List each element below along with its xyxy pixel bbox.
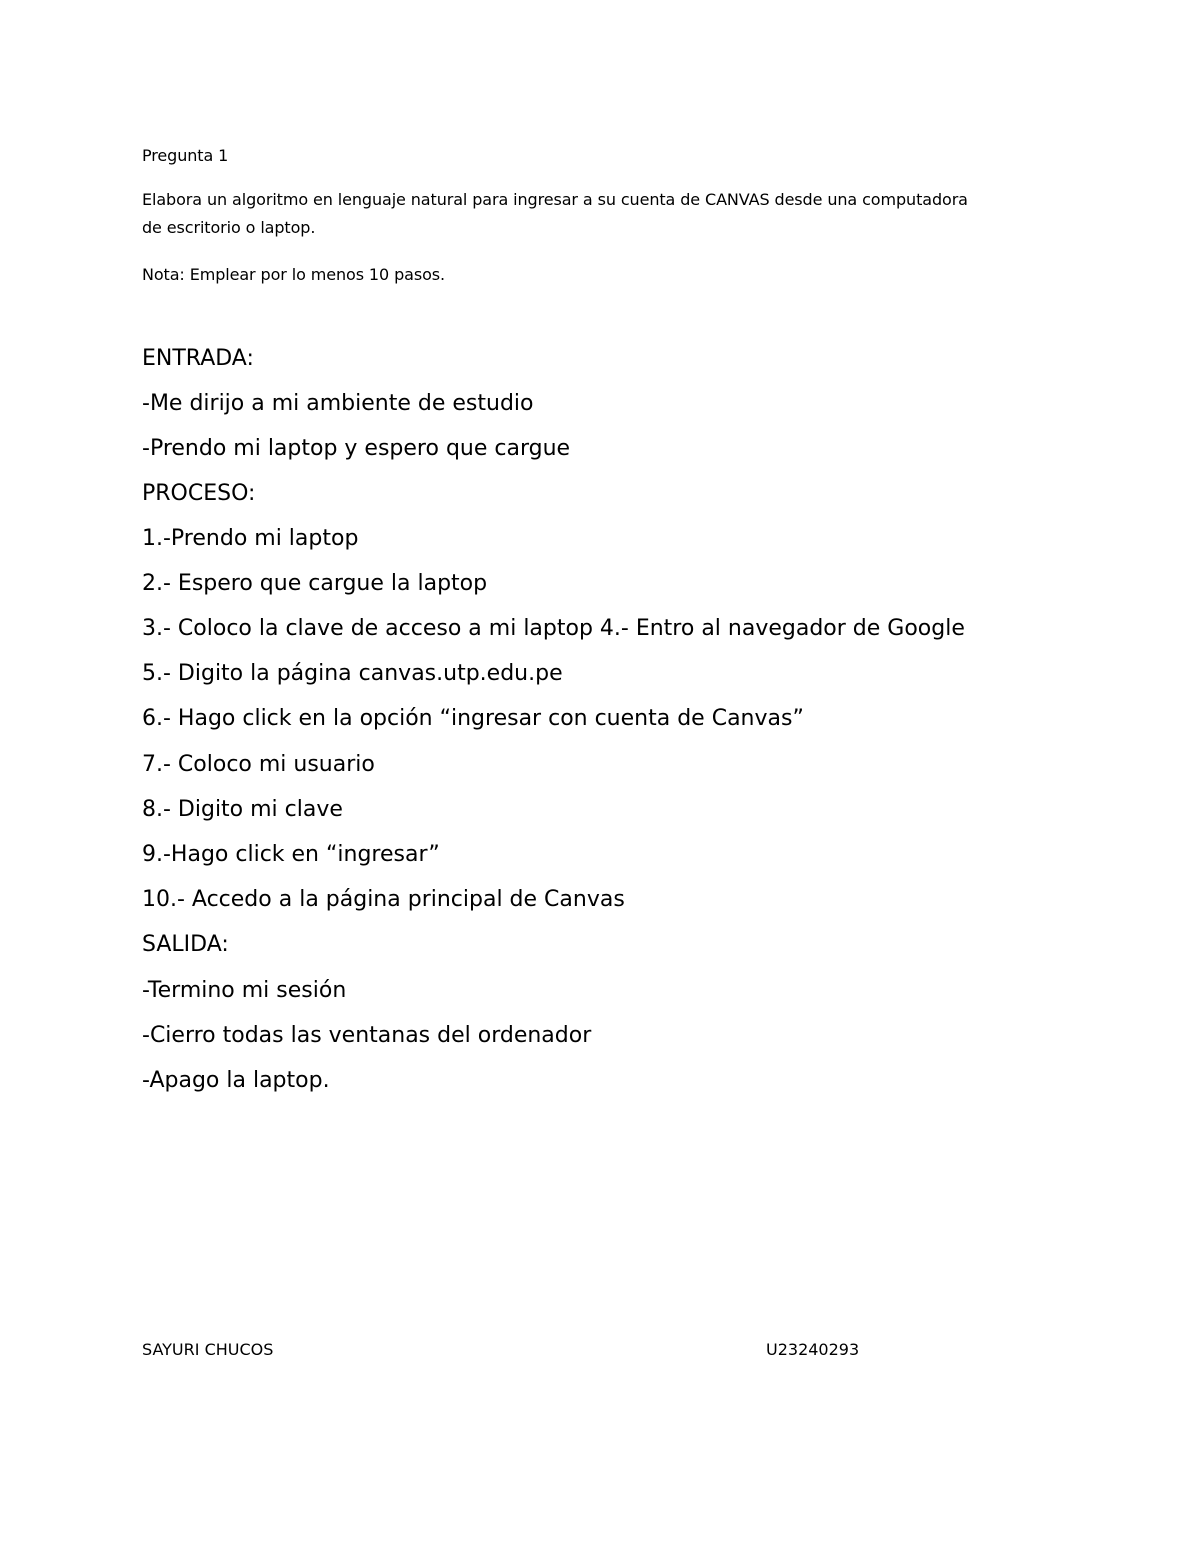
entrada-item: -Me dirijo a mi ambiente de estudio [142,391,534,416]
proceso-step: 10.- Accedo a la página principal de Canvas [142,887,625,912]
entrada-item: -Prendo mi laptop y espero que cargue [142,436,571,461]
proceso-step: 6.- Hago click en la opción “ingresar con cuenta de Canvas” [142,706,804,731]
proceso-step: 5.- Digito la página canvas.utp.edu.pe [142,661,563,686]
prompt-line-1: Elabora un algoritmo en lenguaje natural para ingresar a su cuenta de CANVAS desde una computadora [142,190,968,209]
prompt-line-2: de escritorio o laptop. [142,218,316,237]
proceso-step: 9.-Hago click en “ingresar” [142,842,440,867]
proceso-step: 7.- Coloco mi usuario [142,752,375,777]
proceso-heading: PROCESO: [142,481,256,506]
salida-item: -Cierro todas las ventanas del ordenador [142,1023,592,1048]
proceso-step: 8.- Digito mi clave [142,797,343,822]
proceso-step: 2.- Espero que cargue la laptop [142,571,488,596]
student-name: SAYURI CHUCOS [142,1340,274,1359]
proceso-step: 1.-Prendo mi laptop [142,526,359,551]
salida-item: -Termino mi sesión [142,978,347,1003]
salida-heading: SALIDA: [142,932,229,957]
entrada-heading: ENTRADA: [142,346,254,371]
note-text: Nota: Emplear por lo menos 10 pasos. [142,265,445,284]
proceso-step: 3.- Coloco la clave de acceso a mi laptop 4.- Entro al navegador de Google [142,616,965,641]
student-id: U23240293 [766,1340,860,1359]
question-title: Pregunta 1 [142,146,229,165]
salida-item: -Apago la laptop. [142,1068,330,1093]
